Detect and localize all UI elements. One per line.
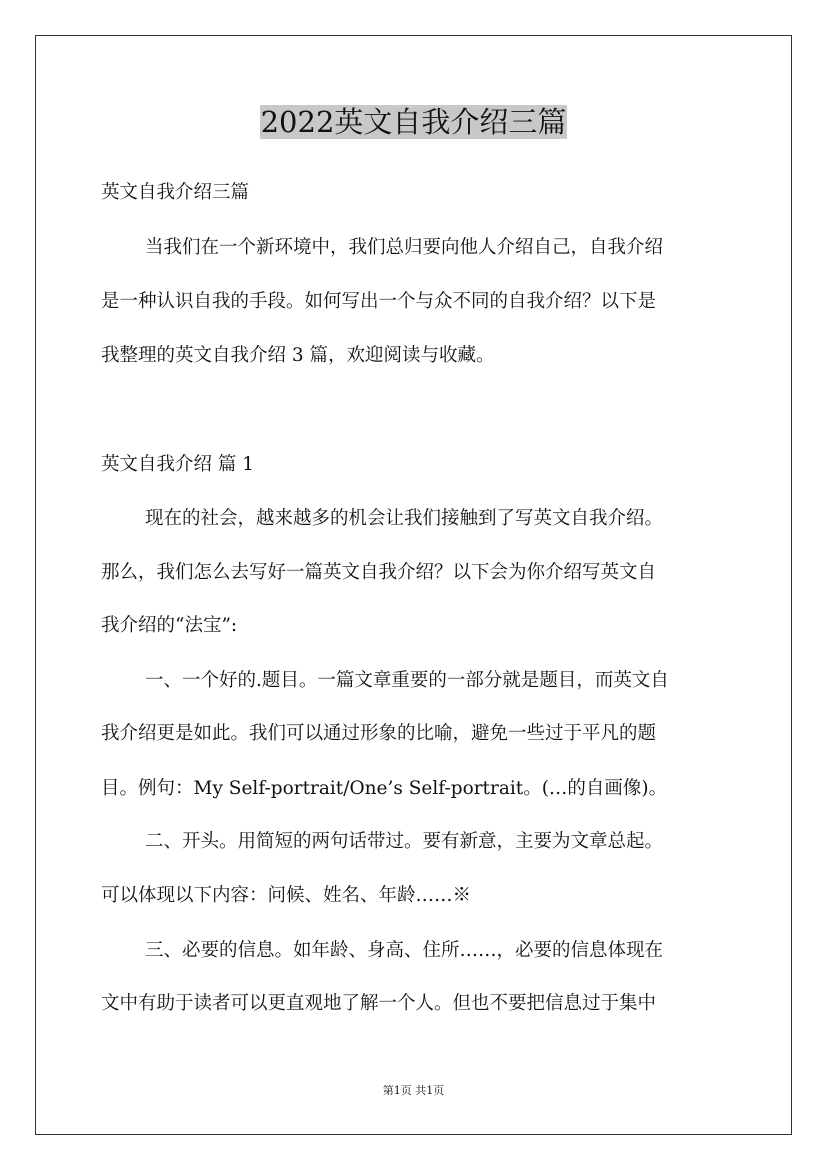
document-title-text: 2022英文自我介绍三篇 (260, 105, 567, 139)
paragraph-line: 我整理的英文自我介绍 3 篇，欢迎阅读与收藏。 (101, 345, 495, 366)
page-footer: 第1页 共1页 (382, 1084, 445, 1097)
subtitle-line: 英文自我介绍三篇 (101, 182, 250, 203)
paragraph-line: 一、一个好的.题目。一篇文章重要的一部分就是题目，而英文自 (145, 670, 669, 691)
paragraph-line: 三、必要的信息。如年龄、身高、住所……，必要的信息体现在 (145, 940, 664, 961)
paragraph-line: 我介绍的“法宝”: (101, 615, 238, 636)
paragraph-line: 现在的社会，越来越多的机会让我们接触到了写英文自我介绍。 (145, 508, 664, 529)
paragraph-line: 我介绍更是如此。我们可以通过形象的比喻，避免一些过于平凡的题 (101, 723, 657, 744)
paragraph-line: 那么，我们怎么去写好一篇英文自我介绍？以下会为你介绍写英文自 (101, 562, 657, 583)
section-heading: 英文自我介绍 篇 1 (101, 454, 255, 475)
paragraph-line: 是一种认识自我的手段。如何写出一个与众不同的自我介绍？以下是 (101, 291, 657, 312)
document-title (0, 102, 827, 142)
paragraph-line: 目。例句：My Self-portrait/One’s Self-portrait。(…的自画像)。 (101, 778, 668, 799)
paragraph-line: 可以体现以下内容：问候、姓名、年龄……※ (101, 885, 472, 906)
paragraph-line: 二、开头。用简短的两句话带过。要有新意，主要为文章总起。 (145, 831, 664, 852)
paragraph-line: 当我们在一个新环境中，我们总归要向他人介绍自己，自我介绍 (145, 237, 664, 258)
paragraph-line: 文中有助于读者可以更直观地了解一个人。但也不要把信息过于集中 (101, 993, 657, 1014)
